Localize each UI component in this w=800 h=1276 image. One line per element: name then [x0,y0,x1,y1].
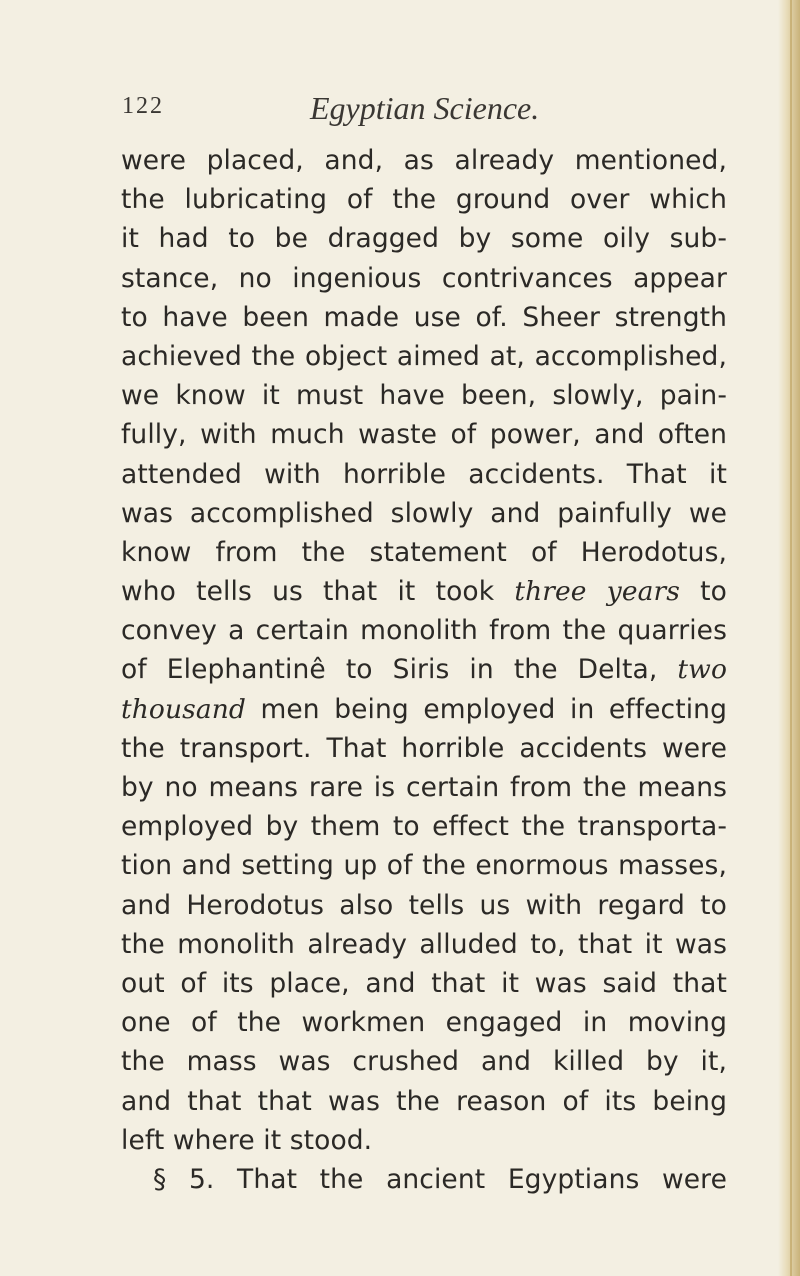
text-segment: who tells us that it took [121,576,515,608]
text-line: the lubricating of the ground over which [121,184,727,216]
text-line: stance, no ingenious contrivances appear [121,262,727,294]
text-line: know from the statement of Herodotus, [121,536,727,568]
text-line: we know it must have been, slowly, pain- [121,380,727,412]
text-segment: of Elephantinê to Siris in the Delta, [121,654,678,686]
text-line: achieved the object aimed at, accomplished, [121,340,727,372]
text-line: the mass was crushed and killed by it, [121,1046,727,1078]
page-header [122,90,742,133]
text-line: tion and setting up of the enormous masses, [121,850,727,882]
text-line: out of its place, and that it was said that [121,967,727,999]
text-line: and that that was the reason of its being [121,1085,727,1117]
text-line [121,650,727,689]
page-edge-line [790,0,792,1276]
section-line: § 5. That the ancient Egyptians were [153,1163,727,1195]
text-line: the monolith already alluded to, that it was [121,928,727,960]
italic-text: three years [514,576,680,608]
text-line: one of the workmen engaged in moving [121,1007,727,1039]
text-line: it had to be dragged by some oily sub- [121,223,727,255]
text-line: attended with horrible accidents. That it [121,458,727,490]
running-title: Egyptian Science. [310,90,540,126]
text-line: were placed, and, as already mentioned, [121,145,727,176]
text-line: and Herodotus also tells us with regard to [121,889,727,921]
text-line [121,572,727,611]
text-line: fully, with much waste of power, and often [121,419,727,451]
body-text [121,141,727,1199]
italic-text: two [677,654,727,686]
text-line: was accomplished slowly and painfully we [121,497,727,529]
text-line [121,690,727,729]
text-segment: to [680,576,727,608]
text-line: the transport. That horrible accidents were [121,732,727,764]
text-segment: men being employed in effecting [245,693,727,725]
page-edge-shadow [778,0,800,1276]
text-line: left where it stood. [121,1124,373,1156]
text-line: employed by them to effect the transporta- [121,811,727,843]
text-line: convey a certain monolith from the quarries [121,615,727,647]
text-line: to have been made use of. Sheer strength [121,301,727,333]
page-number: 122 [122,93,164,119]
text-line: by no means rare is certain from the means [121,772,727,803]
italic-text: thousand [121,693,246,725]
